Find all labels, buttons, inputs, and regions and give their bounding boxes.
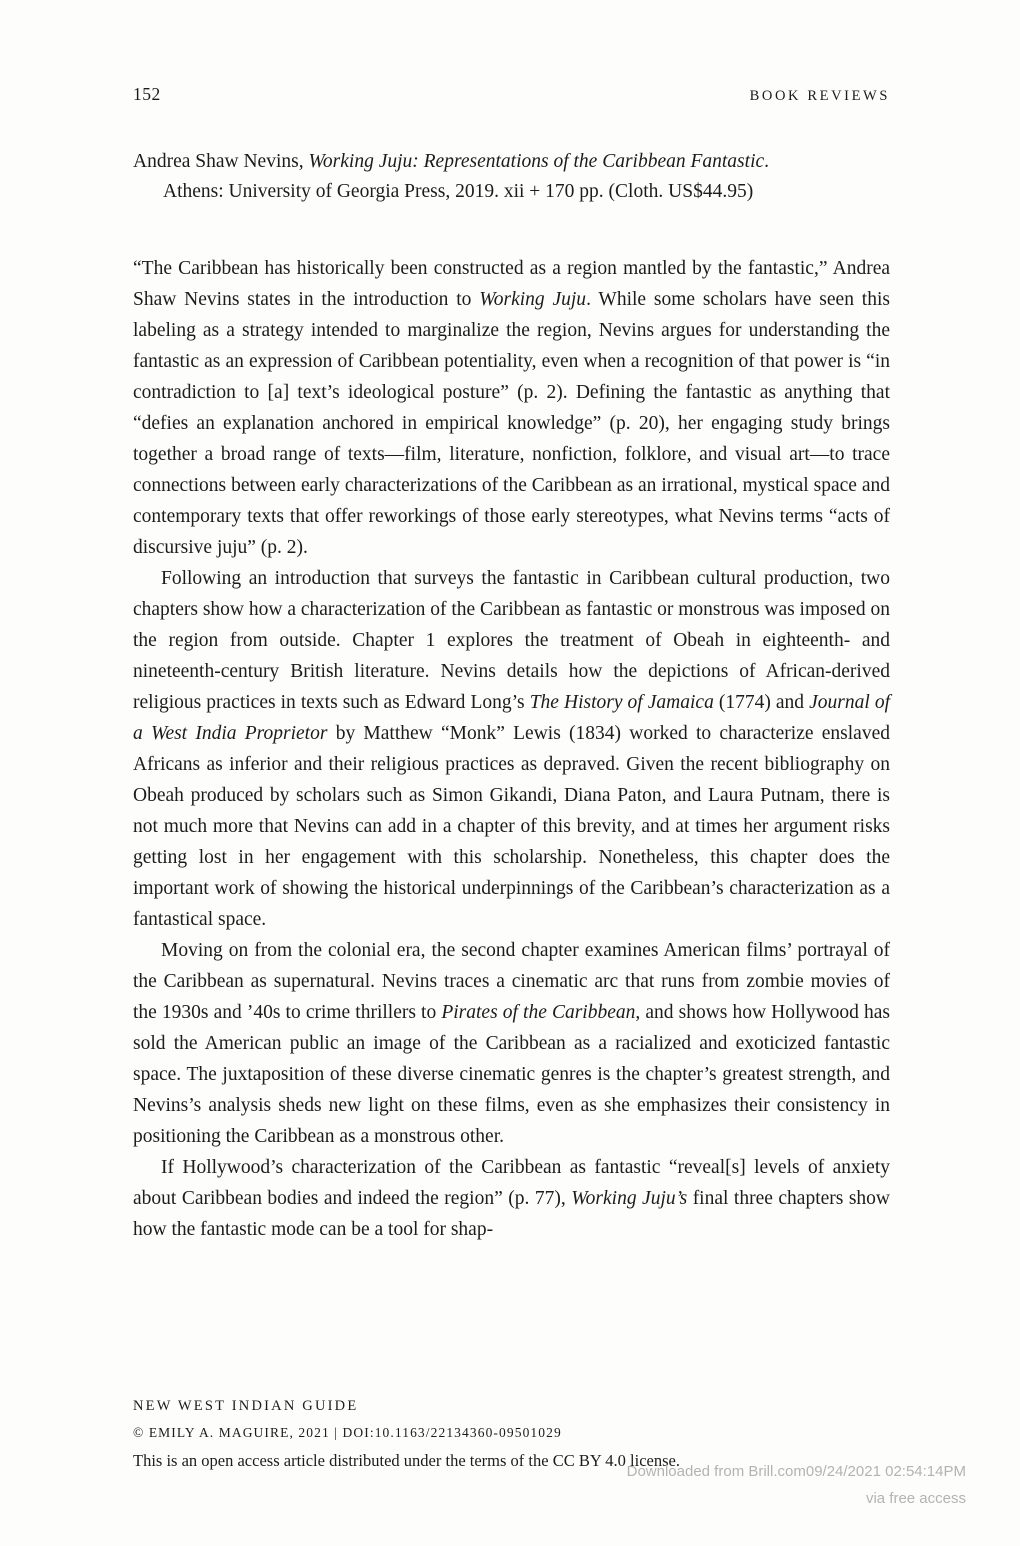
italic-text-run: Working Juju’s <box>571 1188 688 1209</box>
text-run: . While some scholars have seen this labeling as a strategy intended to marginalize the region, Nevins argues for understanding the fantastic as an expression of Caribbean potentiality, even when a recognition of that power is “in contradiction to [a] text’s ideological posture” (p. 2). Defining the fantastic as anything that “defies an explanation anchored in empirical knowledge” (p. 20), her engaging study brings together a broad range of texts—film, literature, nonfiction, folklore, and visual art—to trace connections between early characterizations of the Caribbean as an irrational, mystical space and contemporary texts that offer reworkings of those early stereotypes, what Nevins terms “acts of discursive juju” (p. 2). <box>133 289 890 558</box>
page-number: 152 <box>133 84 161 104</box>
copyright-line: © EMILY A. MAGUIRE, 2021 | DOI:10.1163/22134360-09501029 <box>133 1425 562 1440</box>
license-line: This is an open access article distributed under the terms of the CC BY 4.0 license. <box>133 1451 680 1470</box>
italic-text-run: Working Juju: Representations of the Caribbean Fantastic <box>308 151 765 172</box>
text-run: Moving on from the colonial era, the second chapter examines American films’ portrayal of the Caribbean as supernatural. Nevins traces a cinematic arc that runs from zombie movies of the 1930s and ’40s to crime thrillers to <box>133 940 890 1023</box>
citation-line-1 <box>133 147 890 177</box>
watermark-line-2: via free access <box>865 1490 966 1507</box>
body-paragraph <box>133 253 890 563</box>
journal-name: NEW WEST INDIAN GUIDE <box>133 1398 359 1414</box>
page-content <box>133 84 890 1245</box>
text-run: final three chapters show how the fantastic mode can be a tool for shap- <box>133 1188 891 1240</box>
book-citation <box>133 147 890 207</box>
citation-line-2: Athens: University of Georgia Press, 2019. xii + 170 pp. (Cloth. US$44.95) <box>163 181 754 202</box>
body-paragraph <box>133 563 890 935</box>
running-header <box>133 84 890 105</box>
italic-text-run: Pirates of the Caribbean <box>441 1002 636 1023</box>
text-run: If Hollywood’s characterization of the Caribbean as fantastic “reveal[s] levels of anxiety about Caribbean bodies and indeed the region” (p. 77), <box>133 1157 890 1209</box>
italic-text-run: Working Juju <box>479 289 587 310</box>
review-body <box>133 253 890 1245</box>
text-run: . <box>764 151 770 172</box>
text-run: Following an introduction that surveys the fantastic in Caribbean cultural production, two chapters show how a characterization of the Caribbean as fantastic or monstrous was imposed on the region from outside. Chapter 1 explores the treatment of Obeah in eighteenth- and nineteenth-century British literature. Nevins details how the depictions of African-derived religious practices in texts such as Edward Long’s <box>133 568 891 713</box>
text-run: , and shows how Hollywood has sold the American public an image of the Caribbean as a racialized and exoticized fantastic space. The juxtaposition of these diverse cinematic genres is the chapter’s greatest strength, and Nevins’s analysis sheds new light on these films, even as she emphasizes their consistency in positioning the Caribbean as a monstrous other. <box>133 1002 890 1147</box>
italic-text-run: Journal of a West India Proprietor <box>133 692 890 744</box>
text-run: Andrea Shaw Nevins, <box>133 151 309 172</box>
text-run: by Matthew “Monk” Lewis (1834) worked to characterize enslaved Africans as inferior and their religious practices as depraved. Given the recent bibliography on Obeah produced by scholars such as Simon Gikandi, Diana Paton, and Laura Putnam, there is not much more that Nevins can add in a chapter of this brevity, and at times her argument risks getting lost in her engagement with this scholarship. Nonetheless, this chapter does the important work of showing the historical underpinnings of the Caribbean’s characterization as a fantastical space. <box>133 723 890 930</box>
italic-text-run: The History of Jamaica <box>529 692 714 713</box>
running-head-title: BOOK REVIEWS <box>749 88 890 104</box>
body-paragraph <box>133 935 890 1152</box>
text-run: (1774) and <box>713 692 810 713</box>
watermark-line-1: Downloaded from Brill.com09/24/2021 02:54:14PM <box>626 1463 966 1480</box>
page-footer <box>133 1398 890 1471</box>
body-paragraph <box>133 1152 890 1245</box>
text-run: “The Caribbean has historically been constructed as a region mantled by the fantastic,” Andrea Shaw Nevins states in the introduction to <box>133 258 890 310</box>
